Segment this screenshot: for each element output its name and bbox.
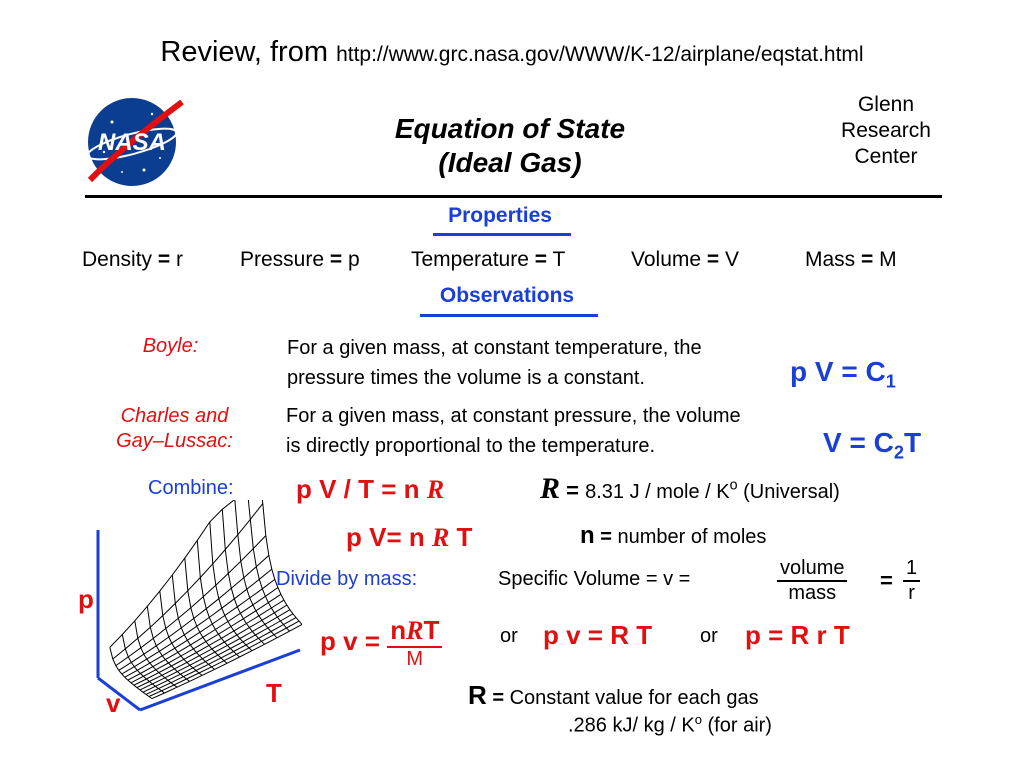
isotherm-curve bbox=[260, 500, 302, 624]
divide-by-mass-label: Divide by mass: bbox=[276, 568, 418, 590]
p-axis-label: p bbox=[78, 584, 94, 614]
equals-sign: = bbox=[880, 568, 893, 593]
ideal-gas-equation: p V= n R T bbox=[346, 522, 473, 552]
diagram-title-line1: Equation of State bbox=[394, 113, 626, 144]
air-gas-constant: .286 kJ/ kg / $K^o$ (for air) bbox=[568, 712, 772, 737]
charles-description: For a given mass, at constant pressure, the volume is directly proportional to the temperature. bbox=[286, 405, 741, 457]
page-title-prefix: Review, from bbox=[160, 36, 337, 68]
boyle-label: Boyle: bbox=[142, 335, 199, 357]
gas-constant-definition: R = Constant value for each gas bbox=[468, 680, 759, 710]
p-rrt-equation: p = R r T bbox=[745, 620, 850, 650]
diagram-title-line2: (Ideal Gas) bbox=[438, 147, 582, 178]
isotherm-curve bbox=[247, 500, 289, 631]
specific-volume-definition: Specific Volume = v = bbox=[498, 568, 691, 590]
specific-gas-equation: p v = $\frac{\text{nRT}}{M}$ bbox=[320, 615, 442, 671]
organization-name: Glenn Research Center bbox=[841, 93, 931, 168]
property-mass: Mass = M bbox=[805, 248, 897, 271]
source-url[interactable]: http://www.grc.nasa.gov/WWW/K-12/airplane/eqstat.html bbox=[336, 43, 864, 66]
universal-gas-constant: R = 8.31 J / mole / $K^o$ (Universal) bbox=[540, 472, 840, 505]
charles-label: Charles and Gay–Lussac: bbox=[116, 405, 233, 452]
svg-text:NASA: NASA bbox=[97, 129, 167, 156]
boyle-description: For a given mass, at constant temperature, the pressure times the volume is a constant. bbox=[287, 337, 702, 389]
t-axis-label: T bbox=[266, 678, 282, 708]
volume-mass-fraction: $\frac{\text{volume}}{\text{mass}}$ bbox=[777, 557, 847, 605]
isochore-curve bbox=[125, 579, 275, 677]
pvt-surface-graph-icon bbox=[70, 500, 305, 720]
combine-label: Combine: bbox=[148, 477, 234, 499]
isotherm-curve bbox=[147, 606, 189, 681]
moles-definition: n = number of moles bbox=[580, 522, 767, 549]
combine-equation: p V / T = n R bbox=[296, 474, 445, 504]
observations-underline bbox=[420, 314, 598, 317]
charles-equation: $V = C_2T$ bbox=[823, 427, 922, 463]
one-over-r-fraction: $\frac{1}{r}$ bbox=[903, 557, 920, 605]
pv-rt-equation: p v = R T bbox=[543, 620, 653, 650]
diagram-title bbox=[330, 112, 690, 180]
or-text-1: or bbox=[500, 625, 518, 647]
property-volume: Volume = V bbox=[631, 248, 740, 271]
properties-underline bbox=[433, 233, 571, 236]
isochore-curve bbox=[137, 605, 287, 688]
observations-heading: Observations bbox=[439, 284, 575, 307]
property-temperature: Temperature = T bbox=[411, 248, 566, 271]
properties-heading: Properties bbox=[448, 204, 552, 227]
v-axis-label: v bbox=[106, 688, 121, 718]
property-density: Density = r bbox=[82, 248, 183, 271]
header-divider bbox=[85, 195, 942, 198]
property-pressure: Pressure = p bbox=[240, 248, 360, 271]
nasa-logo-icon bbox=[82, 92, 186, 192]
or-text-2: or bbox=[700, 625, 718, 647]
page-title bbox=[0, 36, 1024, 69]
boyle-equation: p $V = C_1$ bbox=[790, 356, 896, 392]
